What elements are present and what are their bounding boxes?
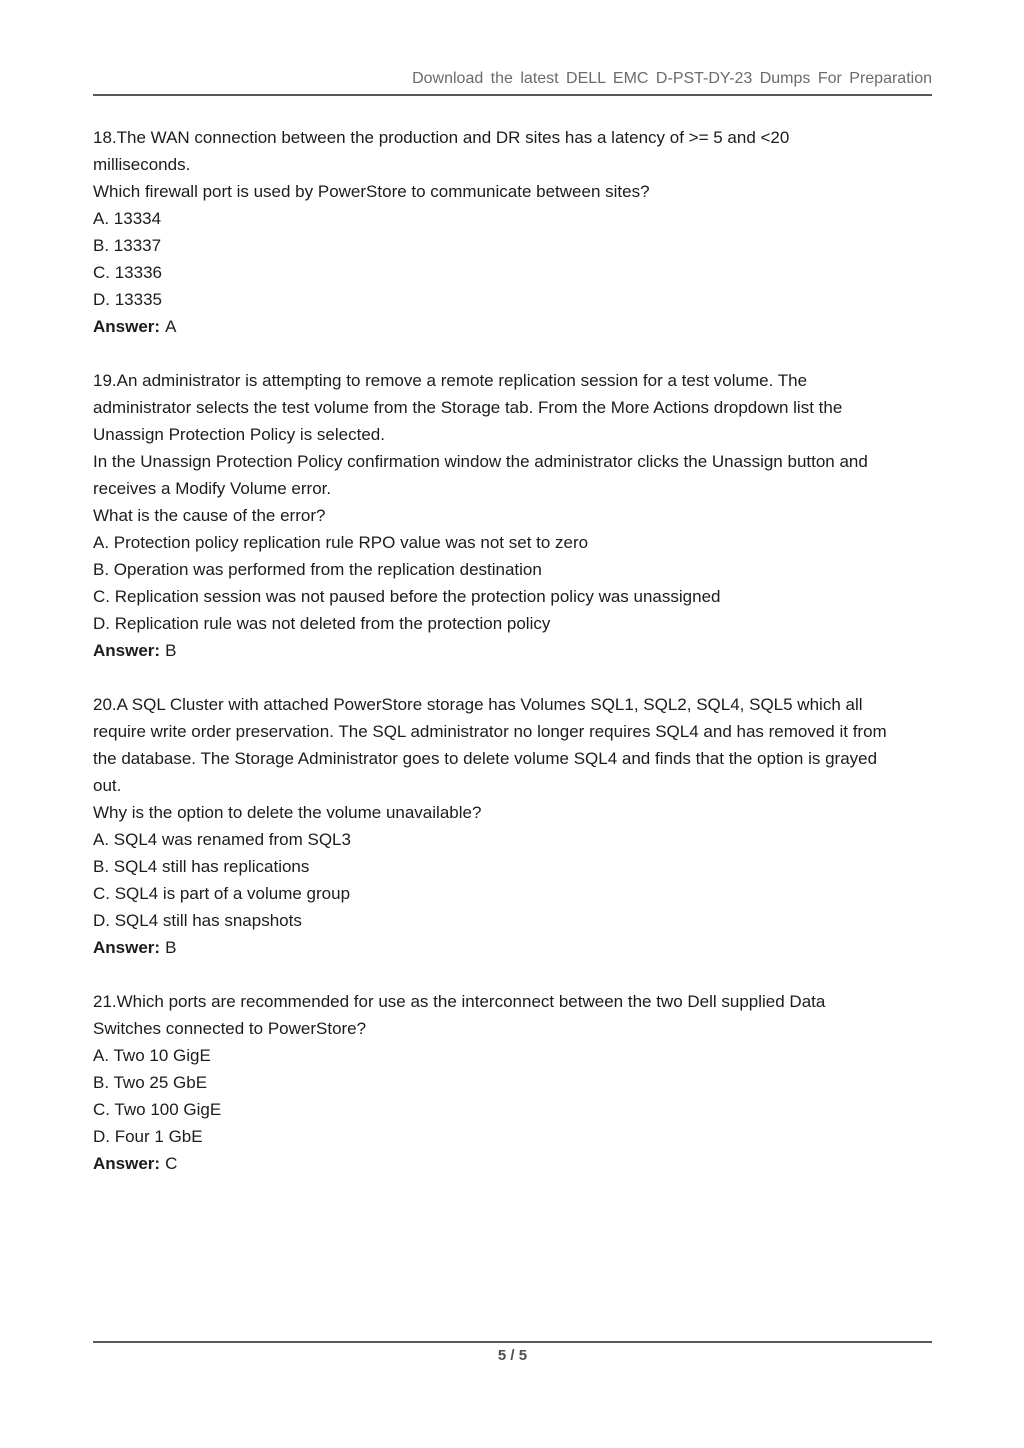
text-line: milliseconds. (93, 155, 191, 174)
option-line: C. Two 100 GigE (93, 1100, 222, 1119)
text-line: Switches connected to PowerStore? (93, 1019, 367, 1038)
question-20 (93, 691, 932, 961)
text-line: administrator selects the test volume from the Storage tab. From the More Actions dropdown list the (93, 398, 843, 417)
option-line: B. SQL4 still has replications (93, 857, 310, 876)
option-line: A. Protection policy replication rule RPO value was not set to zero (93, 533, 589, 552)
text-line: 19.An administrator is attempting to remove a remote replication session for a test volume. The (93, 371, 808, 390)
option-line: D. Replication rule was not deleted from the protection policy (93, 614, 551, 633)
answer-line (93, 313, 932, 340)
document-body (93, 124, 932, 1204)
page-number: 5 / 5 (497, 1347, 528, 1364)
text-line: the database. The Storage Administrator goes to delete volume SQL4 and finds that the option is grayed (93, 749, 878, 768)
option-line: D. 13335 (93, 290, 162, 309)
text-line: 21.Which ports are recommended for use as the interconnect between the two Dell supplied Data (93, 992, 826, 1011)
option-line: A. Two 10 GigE (93, 1046, 211, 1065)
question-18 (93, 124, 932, 340)
option-line: D. SQL4 still has snapshots (93, 911, 302, 930)
option-line: B. Two 25 GbE (93, 1073, 208, 1092)
option-line: C. SQL4 is part of a volume group (93, 884, 351, 903)
text-line: 18.The WAN connection between the production and DR sites has a latency of >= 5 and <20 (93, 128, 790, 147)
answer-label: Answer: (93, 1154, 161, 1173)
option-line: A. SQL4 was renamed from SQL3 (93, 830, 351, 849)
text-line: Why is the option to delete the volume unavailable? (93, 803, 482, 822)
answer-label: Answer: (93, 317, 161, 336)
text-line: out. (93, 776, 122, 795)
question-21 (93, 988, 932, 1177)
page-footer (93, 1341, 932, 1366)
question-19 (93, 367, 932, 664)
answer-value: B (165, 938, 177, 957)
answer-value: C (165, 1154, 178, 1173)
text-line: What is the cause of the error? (93, 506, 326, 525)
text-line: Which firewall port is used by PowerStore to communicate between sites? (93, 182, 650, 201)
answer-value: B (165, 641, 177, 660)
text-line: 20.A SQL Cluster with attached PowerStore storage has Volumes SQL1, SQL2, SQL4, SQL5 which all (93, 695, 863, 714)
answer-label: Answer: (93, 938, 161, 957)
option-line: D. Four 1 GbE (93, 1127, 203, 1146)
option-line: B. Operation was performed from the replication destination (93, 560, 542, 579)
text-line: In the Unassign Protection Policy confirmation window the administrator clicks the Unassign button and (93, 452, 868, 471)
answer-label: Answer: (93, 641, 161, 660)
text-line: receives a Modify Volume error. (93, 479, 332, 498)
option-line: A. 13334 (93, 209, 162, 228)
answer-line (93, 1150, 932, 1177)
text-line: Unassign Protection Policy is selected. (93, 425, 385, 444)
answer-line (93, 934, 932, 961)
option-line: C. 13336 (93, 263, 162, 282)
page-header (93, 0, 932, 96)
option-line: C. Replication session was not paused before the protection policy was unassigned (93, 587, 721, 606)
answer-line (93, 637, 932, 664)
text-line: require write order preservation. The SQL administrator no longer requires SQL4 and has removed it from (93, 722, 887, 741)
header-title: Download the latest DELL EMC D-PST-DY-23 Dumps For Preparation (412, 70, 932, 87)
option-line: B. 13337 (93, 236, 162, 255)
answer-value: A (165, 317, 177, 336)
